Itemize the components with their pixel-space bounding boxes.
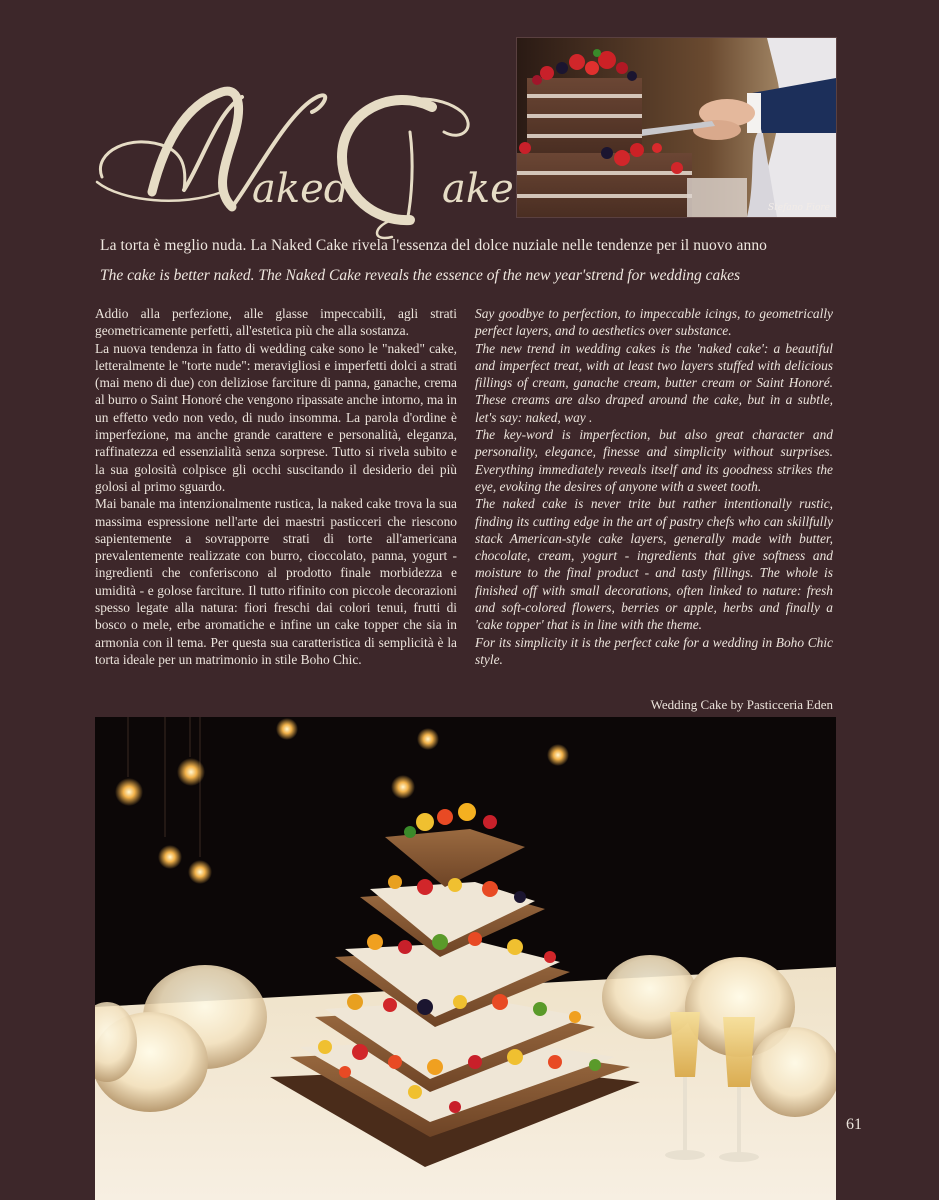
paragraph: La nuova tendenza in fatto di wedding cake sono le "naked" cake, letteralmente le "torte nude": meravigliosi e imperfetti dolci a strati (mai meno di due) con deliziose farciture di panna, ganache, crema al burro o Saint Honoré che vengono ripassate anche intorno, ma in un effetto vedo non vedo, di nudo insomma. La parola d'ordine è imperfezione, ma anche grande carattere e personalità, eleganza, raffinatezza ed essenzialità senza sorprese. Tutto si rivela subito e la sua golosità colpisce gli occhi suscitando il desiderio dei più golosi al primo sguardo. — [95, 340, 457, 494]
paragraph: Say goodbye to perfection, to impeccable icings, to geometrically perfect layers, and to aesthetics over substance. — [475, 306, 833, 339]
cake-cutting-photo — [516, 37, 837, 218]
subtitle-english: The cake is better naked. The Naked Cake reveals the essence of the new year'strend for wedding cakes — [100, 267, 741, 284]
paragraph: The naked cake is never trite but rather intentionally rustic, finding its cutting edge in the art of pastry chefs who can skillfully stack American-style cake layers, generally made with butter, chocolate, cream, yogurt - ingredients that give softness and moisture to the final product - and tasty fillings. The whole is finished off with small decorations, often linked to nature: fresh and soft-colored flowers, berries or apple, herbs and finally a 'cake topper' that is in line with the theme. — [475, 496, 833, 633]
photo-caption: Wedding Cake by Pasticceria Eden — [650, 697, 833, 712]
paragraph: For its simplicity it is the perfect cake for a wedding in Boho Chic style. — [475, 634, 833, 667]
wedding-cake-photo — [95, 717, 836, 1200]
page-number: 61 — [846, 1116, 862, 1133]
article-title — [92, 72, 512, 242]
body-column-italian — [95, 305, 457, 668]
title-word-1: aked — [252, 166, 350, 212]
paragraph: Addio alla perfezione, alle glasse impeccabili, agli strati geometricamente perfetti, all'estetica più che alla sostanza. — [95, 306, 457, 339]
body-column-english — [475, 305, 833, 668]
subtitle-italian: La torta è meglio nuda. La Naked Cake rivela l'essenza del dolce nuziale nelle tendenze per il nuovo anno — [100, 237, 768, 254]
paragraph: Mai banale ma intenzionalmente rustica, la naked cake trova la sua massima espressione nell'arte dei maestri pasticceri che riescono sapientemente a sovrapporre strati di torte all'americana prevalentemente realizzate con burro, cioccolato, panna, yogurt - ingredienti che conferiscono al prodotto finale morbidezza e umidità - e golose farciture. Il tutto rifinito con piccole decorazioni spesso legate alla natura: fiori freschi dai colori tenui, frutti di bosco o mele, erbe aromatiche e infine un cake topper che sia in armonia con il tema. Per questa sua caratteristica di semplicità è la torta ideale per un matrimonio in stile Boho Chic. — [95, 496, 457, 667]
title-word-2: ake — [442, 166, 512, 212]
photo-credit: Stefano Fiore — [767, 203, 830, 213]
title-script-art — [92, 72, 512, 242]
paragraph: The new trend in wedding cakes is the 'naked cake': a beautiful and imperfect treat, with at least two layers stuffed with delicious fillings of cream, ganache cream, butter cream or Saint Honoré. These creams are also draped around the cake, but in a subtle, let's say: naked, way . — [475, 340, 833, 425]
paragraph: The key-word is imperfection, but also great character and personality, elegance, finesse and simplicity without surprises. Everything immediately reveals itself and its goodness strikes the eye, evoking the desires of anyone with a sweet tooth. — [475, 427, 833, 494]
